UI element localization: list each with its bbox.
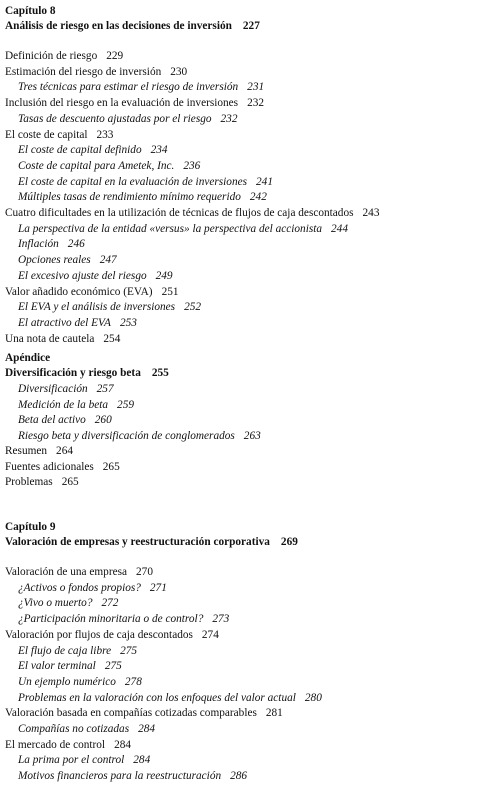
toc-entry-title: Opciones reales: [18, 254, 91, 267]
toc-entry-page: 243: [362, 207, 380, 219]
toc-entry-page: 241: [256, 175, 273, 188]
toc-entry-page: 264: [56, 445, 73, 457]
toc-entry-title: Inflación: [18, 238, 59, 251]
toc-entry-title: El flujo de caja libre: [18, 644, 112, 657]
toc-entry: [5, 629, 219, 642]
toc-entry: [18, 770, 247, 783]
toc-entry-page: 232: [247, 97, 265, 110]
toc-entry-title: ¿Vivo o muerto?: [18, 597, 93, 610]
toc-entry-title: Tasas de descuento ajustadas por el riesgo: [18, 112, 212, 125]
toc-entry-title: Motivos financieros para la reestructuración: [18, 770, 222, 783]
toc-entry-title: Estimación del riesgo de inversión: [5, 65, 162, 78]
toc-entry-title: Diversificación: [18, 383, 88, 395]
toc-entry: [18, 113, 237, 126]
toc-entry: [18, 301, 201, 314]
toc-entry: [18, 613, 229, 626]
toc-entry-title: Coste de capital para Ametek, Inc.: [18, 159, 175, 172]
toc-entry: [5, 333, 120, 346]
toc-entry-title: Múltiples tasas de rendimiento mínimo requerido: [18, 191, 241, 204]
toc-entry-title: Definición de riesgo: [5, 50, 98, 62]
toc-entry-title: El coste de capital: [5, 128, 88, 141]
toc-entry: [5, 129, 113, 142]
toc-entry-page: 233: [96, 128, 114, 141]
appendix-title: Diversificación y riesgo beta: [5, 367, 141, 379]
toc-entry: [18, 754, 150, 767]
toc-entry: [5, 461, 120, 474]
toc-entry-title: Un ejemplo numérico: [18, 675, 116, 688]
toc-entry: [5, 66, 187, 79]
chapter8-title: Análisis de riesgo en las decisiones de inversión: [5, 20, 232, 32]
toc-entry-page: 259: [117, 398, 134, 411]
toc-entry: [18, 176, 273, 189]
appendix-label: Apéndice: [5, 352, 51, 364]
toc-entry: [18, 238, 85, 251]
toc-entry: [18, 723, 155, 736]
toc-entry-page: 244: [331, 222, 348, 235]
toc-entry-page: 236: [183, 159, 201, 172]
toc-entry-page: 232: [220, 112, 238, 125]
toc-entry-title: Problemas en la valoración con los enfoques del valor actual: [18, 691, 296, 704]
toc-entry: [5, 445, 73, 458]
chapter8-label: Capítulo 8: [5, 5, 56, 17]
toc-entry: [18, 223, 348, 236]
toc-entry-page: 265: [102, 460, 120, 473]
toc-entry: [5, 207, 379, 220]
toc-entry: [18, 399, 134, 412]
toc-entry-title: El excesivo ajuste del riesgo: [18, 269, 147, 282]
toc-entry: [18, 144, 168, 157]
toc-entry-title: La perspectiva de la entidad «versus» la perspectiva del accionista: [18, 222, 323, 235]
toc-entry: [18, 317, 137, 330]
toc-entry-title: ¿Participación minoritaria o de control?: [18, 613, 204, 626]
toc-entry: [18, 430, 261, 443]
toc-entry-page: 254: [103, 332, 121, 345]
toc-entry-page: 286: [230, 770, 248, 783]
toc-entry-page: 252: [184, 301, 202, 314]
toc-entry-page: 234: [150, 144, 168, 157]
toc-entry: [18, 191, 267, 204]
toc-entry-page: 274: [201, 628, 219, 641]
toc-entry-title: La prima por el control: [18, 754, 125, 767]
toc-entry: [18, 645, 137, 658]
toc-entry-title: El mercado de control: [5, 738, 106, 751]
toc-entry-page: 242: [249, 191, 267, 204]
toc-entry: [18, 81, 264, 94]
toc-entry-page: 272: [101, 597, 119, 610]
toc-entry-page: 231: [247, 81, 265, 94]
chapter9-title-page: 269: [280, 536, 298, 548]
toc-entry-page: 249: [155, 269, 173, 282]
toc-entry-page: 273: [212, 613, 230, 626]
toc-entry: [18, 692, 322, 705]
toc-entry-page: 271: [149, 581, 167, 594]
chapter8-title-line: [5, 20, 260, 33]
toc-entry-title: El coste de capital en la evaluación de inversiones: [18, 175, 248, 188]
toc-entry-page: 270: [136, 566, 153, 578]
toc-entry-page: 275: [104, 660, 122, 673]
chapter9-label: Capítulo 9: [5, 521, 56, 533]
toc-entry: [5, 739, 131, 752]
toc-entry-page: 251: [161, 285, 179, 298]
chapter9-title: Valoración de empresas y reestructuración corporativa: [5, 536, 270, 548]
toc-entry-title: Cuatro dificultades en la utilización de técnicas de flujos de caja descontados: [5, 207, 354, 219]
toc-entry-page: 284: [133, 754, 151, 767]
toc-entry-page: 253: [119, 316, 137, 329]
toc-entry: [18, 160, 200, 173]
toc-entry-page: 257: [96, 383, 114, 395]
toc-entry: [5, 286, 179, 299]
toc-entry-page: 280: [304, 691, 322, 704]
appendix-title-line: [5, 367, 169, 380]
toc-entry-page: 263: [243, 429, 261, 442]
toc-entry-title: El EVA y el análisis de inversiones: [18, 301, 176, 314]
toc-entry-page: 230: [170, 65, 188, 78]
toc-entry-title: Una nota de cautela: [5, 332, 95, 345]
toc-entry: [18, 383, 114, 396]
toc-entry-page: 278: [124, 675, 142, 688]
toc-entry: [18, 582, 167, 595]
toc-entry-title: Valoración basada en compañías cotizadas comparables: [5, 707, 257, 720]
toc-entry-title: El atractivo del EVA: [18, 316, 111, 329]
toc-entry-title: Resumen: [5, 445, 48, 457]
toc-entry-page: 284: [114, 738, 132, 751]
chapter8-title-page: 227: [242, 20, 260, 32]
toc-entry: [18, 254, 117, 267]
toc-entry: [18, 660, 122, 673]
toc-entry: [18, 676, 142, 689]
toc-entry: [5, 50, 123, 63]
toc-entry: [5, 566, 153, 579]
toc-entry: [5, 97, 264, 110]
toc-entry-title: Valor añadido económico (EVA): [5, 285, 153, 298]
toc-entry: [18, 597, 118, 610]
toc-entry: [5, 476, 79, 489]
toc-entry-page: 284: [138, 723, 156, 735]
toc-entry-page: 229: [106, 50, 124, 62]
toc-entry-title: ¿Activos o fondos propios?: [18, 581, 141, 594]
toc-entry: [5, 707, 283, 720]
toc-entry-title: Tres técnicas para estimar el riesgo de inversión: [18, 81, 239, 94]
toc-entry-title: Compañías no cotizadas: [18, 723, 130, 735]
toc-entry-page: 275: [120, 644, 138, 657]
toc-entry-title: Inclusión del riesgo en la evaluación de inversiones: [5, 97, 239, 110]
toc-entry-title: Riesgo beta y diversificación de conglomerados: [18, 429, 235, 442]
toc-entry: [18, 414, 112, 427]
toc-entry-page: 281: [265, 707, 283, 720]
chapter9-title-line: [5, 536, 298, 549]
toc-entry-page: 246: [67, 238, 85, 251]
toc-entry-title: Valoración por flujos de caja descontados: [5, 628, 193, 641]
toc-entry-title: El valor terminal: [18, 660, 96, 673]
appendix-title-page: 255: [151, 367, 169, 379]
toc-entry-title: Medición de la beta: [18, 398, 109, 411]
toc-entry-page: 260: [94, 414, 112, 426]
toc-entry-title: Fuentes adicionales: [5, 460, 94, 473]
toc-entry-page: 247: [99, 254, 117, 267]
toc-entry-page: 265: [61, 476, 79, 488]
toc-entry-title: El coste de capital definido: [18, 144, 142, 157]
toc-entry-title: Beta del activo: [18, 414, 86, 426]
toc-entry-title: Valoración de una empresa: [5, 566, 128, 578]
toc-entry-title: Problemas: [5, 476, 53, 488]
toc-entry: [18, 270, 173, 283]
